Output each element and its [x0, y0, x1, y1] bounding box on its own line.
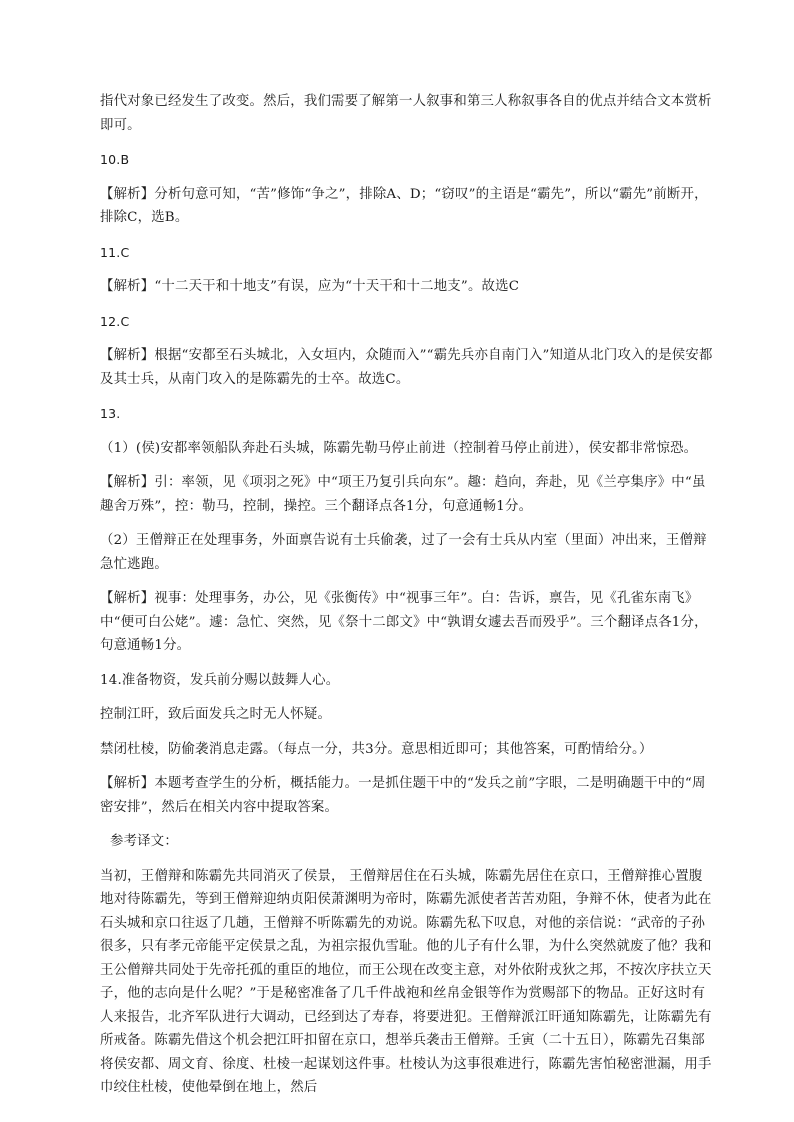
answer-12: 12.C [100, 313, 130, 329]
answer-13-part-1: （1）(侯)安都率领船队奔赴石头城，陈霸先勒马停止前进（控制着马停止前进），侯安都非常惊恐。 [100, 440, 698, 456]
answer-14-point-3: 禁闭杜棱，防偷袭消息走露。（每点一分，共3分。意思相近即可；其他答案，可酌情给分。） [100, 741, 653, 757]
answer-11: 11.C [100, 244, 130, 260]
paragraph-intro: 指代对象已经发生了改变。然后，我们需要了解第一人叙事和第三人称叙事各自的优点并结合文本赏析即可。 [100, 94, 712, 133]
answer-13: 13. [100, 406, 121, 421]
analysis-11: 【解析】“十二天干和十地支”有误，应为“十天干和十二地支”。故选C [100, 279, 520, 294]
analysis-12: 【解析】根据“安都至石头城北，入女垣内，众随而入”“霸先兵亦自南门入”知道从北门攻入的是侯安都及其士兵，从南门攻入的是陈霸先的士卒。故选C。 [100, 348, 713, 387]
analysis-14: 【解析】本题考查学生的分析，概括能力。一是抓住题干中的“发兵之前”字眼，二是明确题干中的“周密安排”，然后在相关内容中提取答案。 [100, 776, 706, 815]
answer-13-part-2: （2）王僧辩正在处理事务，外面禀告说有士兵偷袭，过了一会有士兵从内室（里面）冲出来，王僧辩急忙逃跑。 [100, 533, 707, 572]
answer-14-point-2: 控制江旰，致后面发兵之时无人怀疑。 [100, 707, 332, 722]
analysis-13-part-2: 【解析】视事：处理事务，办公，见《张衡传》中“视事三年”。白：告诉，禀告，见《孔雀东南飞》中“便可白公姥”。遽：急忙、突然，见《祭十二郎文》中“孰谓女遽去吾而殁乎”。三个翻译点各1分，句意通畅1分。 [100, 591, 708, 653]
analysis-10: 【解析】分析句意可知，“苦”修饰“争之”，排除A、D；“窃叹”的主语是“霸先”，所以“霸先”前断开，排除C，选B。 [100, 186, 708, 225]
analysis-13-part-1: 【解析】引：率领，见《项羽之死》中“项王乃复引兵向东”。趣：趋向，奔赴，见《兰亭集序》中“虽趣舍万殊”，控：勒马，控制，操控。三个翻译点各1分，句意通畅1分。 [100, 475, 706, 514]
answer-14-point-1: 14.准备物资，发兵前分赐以鼓舞人心。 [100, 672, 340, 688]
translation-text: 当初，王僧辩和陈霸先共同消灭了侯景， 王僧辩居住在石头城，陈霸先居住在京口，王僧辩推心置腹地对待陈霸先，等到王僧辩迎纳贞阳侯萧渊明为帝时，陈霸先派使者苦苦劝阻，争辩不休，使者为此在石头城和京口往返了几趟，王僧辩不听陈霸先的劝说。陈霸先私下叹息，对他的亲信说：“武帝的子孙很多，只有孝元帝能平定侯景之乱，为祖宗报仇雪耻。他的儿子有什么罪，为什么突然就废了他？我和王公僧辩共同处于先帝托孤的重臣的地位，而王公现在改变主意，对外依附戎狄之邦，不按次序扶立天子，他的志向是什么呢？”于是秘密准备了几千件战袍和丝帛金银等作为赏赐部下的物品。正好这时有人来报告，北齐军队进行大调动，已经到达了寿春，将要进犯。王僧辩派江旰通知陈霸先，让陈霸先有所戒备。陈霸先借这个机会把江旰扣留在京口，想举兵袭击王僧辩。壬寅（二十五日），陈霸先召集部将侯安都、周文育、徐度、杜棱一起谋划这件事。杜棱认为这事很难进行，陈霸先害怕秘密泄漏，用手巾绞住杜棱，使他晕倒在地上，然后 [100, 868, 712, 1095]
translation-heading: 参考译文： [110, 834, 178, 849]
answer-10: 10.B [100, 152, 130, 167]
